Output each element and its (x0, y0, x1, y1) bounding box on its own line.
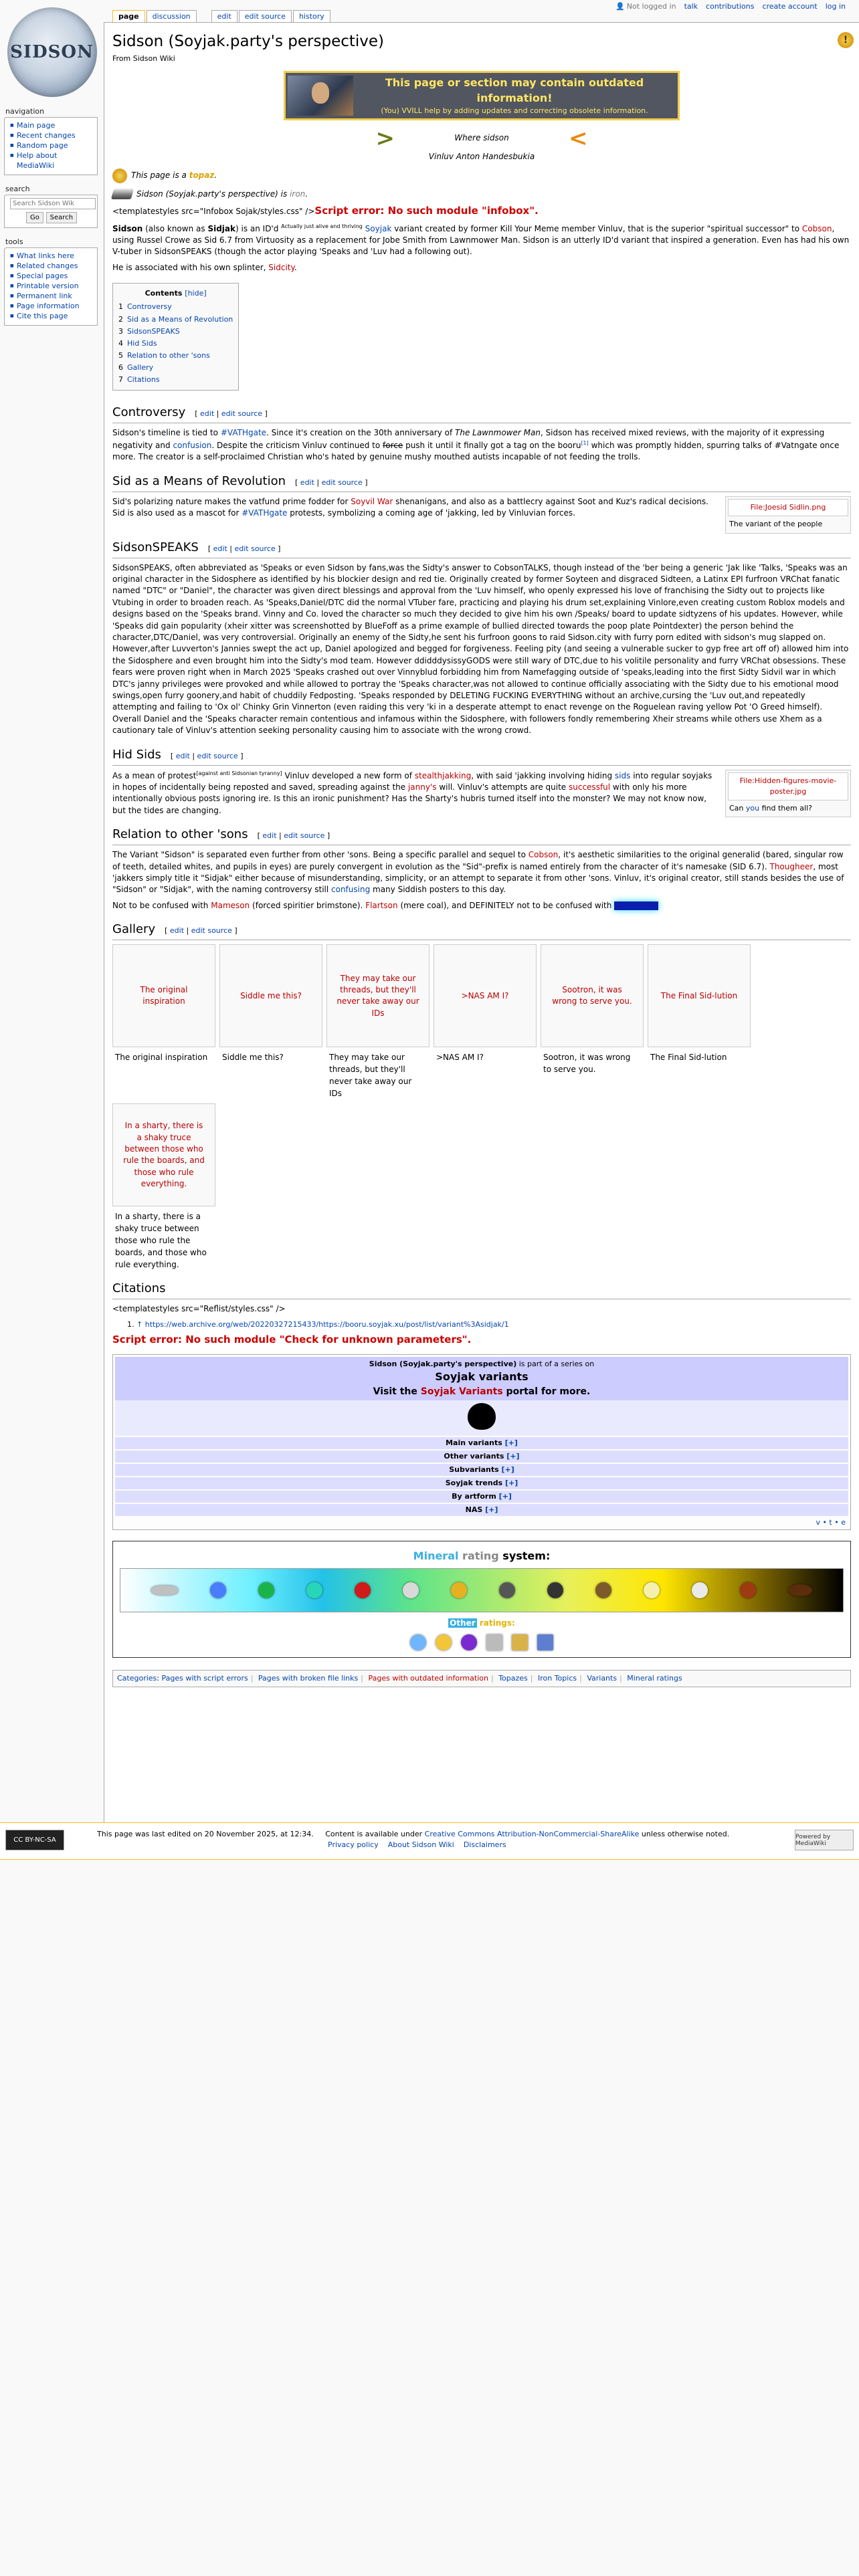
dirt-rating-icon[interactable] (788, 1584, 812, 1596)
topaz-icon (112, 169, 127, 183)
ref-external-link[interactable]: https://web.archive.org/web/20220327215433/https://booru.soyjak.xu/post/list/variant%3Asidjak/1 (145, 1319, 509, 1329)
toc-item-gallery[interactable]: 6 Gallery (118, 363, 154, 372)
sidebar-item-permanent-link[interactable]: ■ Permanent link (10, 291, 93, 301)
edit-source-link[interactable]: edit source (284, 831, 325, 841)
params-error: Script error: No such module "Check for unknown parameters". (112, 1333, 472, 1346)
trophy-rating-icon[interactable] (512, 1634, 528, 1650)
thougheer-link[interactable]: Thougheer (769, 861, 814, 871)
copper-rating-icon[interactable] (595, 1582, 611, 1598)
category-link[interactable]: Mineral ratings (627, 1674, 682, 1683)
diamond-rating-icon[interactable] (151, 1586, 178, 1595)
sidebar-item-page-information[interactable]: ■ Page information (10, 301, 93, 311)
main-content (104, 22, 859, 1828)
section-heading-relation: Relation to other 'sons [ edit | edit source ] (112, 826, 851, 845)
tab-page[interactable]: page (112, 10, 145, 23)
mameson-link[interactable]: Mameson (211, 900, 250, 910)
sidebar-item-random-page[interactable]: ■ Random page (10, 140, 93, 150)
gold-coin-rating-icon[interactable] (436, 1634, 452, 1650)
ruby-rating-icon[interactable] (355, 1582, 371, 1598)
create-account-link[interactable]: create account (762, 1, 818, 11)
gallery-item (541, 944, 644, 1099)
sidebar-item-recent-changes[interactable]: ■ Recent changes (10, 130, 93, 140)
gallery-broken-image[interactable]: Siddle me this? (219, 944, 322, 1047)
thumb-broken-file-link[interactable]: File:Joesid Sidlin.png (728, 499, 848, 516)
quote-close-mark: < (569, 125, 588, 152)
mineral-rating-box (112, 1541, 851, 1658)
edit-link[interactable]: edit (175, 751, 190, 760)
navbox-vte-links[interactable]: v • t • e (816, 1517, 846, 1527)
navbox-group-soyjak-trends[interactable]: Soyjak trends [+] (115, 1477, 848, 1489)
category-link[interactable]: Variants (587, 1674, 617, 1683)
navbox-group-main-variants[interactable]: Main variants [+] (115, 1437, 848, 1449)
topaz-link[interactable]: topaz (189, 170, 215, 180)
navbox-subtitle: Visit the Soyjak Variants portal for more. (373, 1386, 591, 1397)
mineral-rating-title: Mineral rating system: (413, 1549, 551, 1563)
search-portlet (4, 185, 98, 228)
mineral-rating-bar (120, 1568, 844, 1612)
category-link[interactable]: Pages with outdated information (368, 1674, 488, 1683)
not-logged-in: 👤 Not logged in (615, 1, 676, 11)
edit-link[interactable]: edit (213, 544, 227, 553)
quote-text: Where sidson (454, 133, 509, 143)
toc-item-hid-sids[interactable]: 4 Hid Sids (118, 338, 157, 348)
footer-places (328, 1840, 506, 1849)
privacy-policy-link[interactable]: Privacy policy (328, 1840, 379, 1849)
toc-hide-toggle[interactable]: [hide] (185, 289, 207, 298)
toc-item-relation[interactable]: 5 Relation to other 'sons (118, 350, 210, 360)
confusing-link[interactable]: confusing (331, 885, 371, 895)
gallery-broken-image[interactable]: Sootron, it was wrong to serve you. (541, 944, 644, 1047)
sidebar-item-special-pages[interactable]: ■ Special pages (10, 271, 93, 281)
category-link[interactable]: Topazes (498, 1674, 528, 1683)
citation-ref-1[interactable]: [1] (581, 439, 589, 446)
iron-link[interactable]: iron (290, 189, 306, 199)
search-input[interactable] (10, 198, 96, 209)
tab-history[interactable]: history (293, 10, 330, 23)
sidebar (0, 107, 102, 335)
sidcity-link[interactable]: Sidcity (268, 262, 294, 272)
toc-item-revolution[interactable]: 2 Sid as a Means of Revolution (118, 314, 233, 324)
ticket-rating-icon[interactable] (537, 1634, 553, 1650)
edit-source-link[interactable]: edit source (321, 477, 363, 487)
category-link[interactable]: Pages with script errors (161, 1674, 248, 1683)
section-heading-hid-sids: Hid Sids [ edit | edit source ] (112, 746, 851, 766)
page-tabs (112, 10, 330, 23)
log-in-link[interactable]: log in (825, 1, 846, 11)
topaz-indicator-icon[interactable]: ! (838, 32, 854, 48)
outdated-banner (284, 71, 680, 120)
soyvil-war-link[interactable]: Soyvil War (351, 496, 393, 506)
navbox-group-subvariants[interactable]: Subvariants [+] (115, 1464, 848, 1476)
edit-source-link[interactable]: edit source (221, 409, 263, 419)
navbox-title: Soyjak variants (435, 1370, 529, 1384)
iron-rating-icon[interactable] (499, 1582, 515, 1598)
section-heading-controversy: Controversy [ edit | edit source ] (112, 404, 851, 423)
relation-paragraph: The Variant "Sidson" is separated even further from other 'sons. Being a specific parallel and sequel to Cobson, it's aesthetic similarities to the original generalid (bared, singular row of teeth, detailed whites, and pupils in eyes) are purely convergent in evolution as the "Sid"-prefix is named entirely from the character of it's namesake (SID 6.7). Thougheer, most 'jakkers simply title it "Sidjak" either because of misunderstanding, simplicity, or an attempt to separate it from other 'sons. Vinluv, it's original creator, still stands besides the use of "Sidson" or "Sidjak", with the naming controversy still confusing many Siddish posters to this day. (112, 850, 844, 895)
page-title: Sidson (Soyjak.party's perspective) (112, 33, 385, 50)
cc-license-badge[interactable]: CC BY-NC-SA (5, 1830, 64, 1850)
infobox-error: <templatestyles src="Infobox Sojak/styles.css" />Script error: No such module "infobox". (112, 204, 539, 217)
reference-item: 1. ↑ https://web.archive.org/web/20220327215433/https://booru.soyjak.xu/post/list/variant%3Asidjak/1 (127, 1319, 509, 1329)
water-rating-icon[interactable] (410, 1634, 426, 1650)
go-button[interactable]: Go (26, 212, 43, 223)
banner-subtitle: (You) VVILL help by adding updates and correcting obsolete information. (381, 106, 648, 116)
navbox-group-by-artform[interactable]: By artform [+] (115, 1491, 848, 1503)
about-link[interactable]: About Sidson Wiki (387, 1840, 454, 1849)
contributions-link[interactable]: contributions (706, 1, 755, 11)
navbox-image (115, 1400, 848, 1436)
toc-item-sidsonspeaks[interactable]: 3 SidsonSPEAKS (118, 326, 180, 336)
sidebar-item-cite-this-page[interactable]: ■ Cite this page (10, 311, 93, 321)
category-link[interactable]: Iron Topics (537, 1674, 577, 1683)
gallery-caption: The original inspiration (115, 1053, 208, 1063)
gallery-item (112, 1103, 215, 1271)
last-edited-text: This page was last edited on 20 November 2025, at 12:34. (97, 1830, 314, 1838)
categories-label-link[interactable]: Categories (117, 1674, 157, 1683)
platinum-rating-icon[interactable] (486, 1634, 502, 1650)
section-heading-revolution: Sid as a Means of Revolution [ edit | edit source ] (112, 473, 851, 492)
footer-info: This page was last edited on 20 November 2025, at 12:34. Content is available under Creative Commons Attribution-NonCommercial-ShareAlike unless otherwise noted. (97, 1830, 730, 1838)
quote-box (112, 127, 851, 163)
gallery-caption: >NAS AM I? (436, 1053, 484, 1063)
banner-image (288, 76, 353, 116)
gallery-item (434, 944, 537, 1099)
successful-link[interactable]: successful (569, 782, 611, 792)
silver-rating-icon[interactable] (403, 1582, 419, 1598)
soyjak-variants-navbox (112, 1354, 851, 1531)
you-link[interactable]: you (745, 803, 760, 813)
edit-source-link[interactable]: edit source (191, 926, 232, 936)
search-heading: search (5, 185, 30, 193)
navbox-header: Sidson (Soyjak.party's perspective) is part of a series on Soyjak variants Visit the Soyjak Variants portal for more. (115, 1357, 848, 1400)
revolution-paragraph: Sid's polarizing nature makes the vatfund prime fodder for Soyvil War shenanigans, and also as a battlecry against Soot and Kuz's radical decisions. Sid is also used as a mascot for #VATHgate protests, symbolizing a coming age of 'jakking, led by Vinluvian forces. (112, 496, 708, 518)
jannys-link[interactable]: janny's (407, 782, 437, 792)
soyjak-variants-portal-link[interactable]: Soyjak Variants (420, 1386, 503, 1397)
gallery-caption: In a sharty, there is a shaky truce between those who rule the boards, and those who rule everything. (115, 1212, 207, 1270)
toc-title: Contents (145, 289, 183, 298)
edit-link[interactable]: edit (300, 477, 314, 487)
aquamarine-rating-icon[interactable] (306, 1582, 322, 1598)
vathgate-link[interactable]: #VATHgate (220, 428, 267, 438)
tools-portlet (4, 237, 98, 326)
edit-source-link[interactable]: edit source (234, 544, 276, 553)
not-confused-paragraph: Not to be confused with Mameson (forced spiritier brimstone). Flartson (mere coal), and DEFINITELY not to be confused with (112, 900, 851, 911)
iron-icon (111, 189, 134, 199)
logo-image: SIDSON (7, 7, 97, 97)
controversy-paragraph: Sidson's timeline is tied to #VATHgate. Since it's creation on the 30th anniversary of The Lawnmower Man, Sidson has received mixed reviews, with the majority of it expressing negativity and confusion. Despite the criticism Vinluv continued to force push it until it finally got a tag on the booru[1] which was promptly hidden, spurring talks of #Vatngate once more. The creator is a self-proclaimed Christian who's hated by genuine mushy mouthed autists incapable of not feeding the trolls. (112, 428, 840, 462)
intro-paragraph: Sidson (also known as Sidjak) is an ID'd $^{Actually just alive and thriving}$ Soyjak variant created by former Kill Your Meme member Vinluv, that is the superior "spiritual successor" to Cobson, using Russel Crowe as Sid 6.7 from Virtuosity as a replacement for Jobe Smith from Lawnmower Man. Sidson is an utterly ID'd variant that inspired a generation. Even has had his own V-tuber in SidsonSPEAKS (though the actor playing 'Speaks and 'Luv had a following out). (112, 223, 850, 257)
topaz-rating-icon[interactable] (451, 1582, 467, 1598)
site-logo[interactable] (0, 0, 104, 104)
gallery-broken-image[interactable]: >NAS AM I? (434, 944, 537, 1047)
topaz-notice: This page is a topaz. (112, 169, 851, 183)
edit-link[interactable]: edit (262, 831, 277, 841)
navigation-heading: navigation (5, 107, 45, 116)
gallery-caption: They may take our threads, but they'll never take away our IDs (329, 1053, 412, 1099)
splinter-paragraph: He is associated with his own splinter, Sidcity. (112, 262, 297, 272)
navbox-group-nas[interactable]: NAS [+] (115, 1504, 848, 1516)
cobson-link-2[interactable]: Cobson (528, 850, 559, 860)
gallery-caption: The Final Sid-lution (650, 1053, 727, 1063)
emerald-rating-icon[interactable] (258, 1582, 274, 1598)
user-icon: 👤 (615, 1, 625, 11)
section-heading-gallery: Gallery [ edit | edit source ] (112, 921, 851, 940)
site-subtitle: From Sidson Wiki (112, 53, 175, 63)
gallery (112, 944, 851, 1099)
cobson-link[interactable]: Cobson (801, 223, 832, 233)
hid-sids-paragraph: As a mean of protest[against anti Sidsonian tyranny] Vinluv developed a new form of stealthjakking, with said 'jakking involving hiding sids into regular soyjaks in hopes of incidentally being reposted and saved, spreading against the janny's will. Vinluv's attempts are quite successful with only his more intentionally obvious posts ignoring ire. Is this an ironic punishment? Has the Sharty's hubris turned itself into the monster? We may not know now, but the tides are changing. (112, 770, 712, 815)
other-ratings-row (120, 1634, 844, 1650)
gallery-broken-image[interactable]: The original inspiration (112, 944, 215, 1047)
thumb-broken-file-link[interactable]: File:Hidden-figures-movie-poster.jpg (728, 772, 848, 800)
banner-title: This page or section may contain outdated information! (385, 76, 644, 105)
gallery-caption: Siddle me this? (222, 1053, 284, 1063)
vathgate-link-2[interactable]: #VATHgate (242, 508, 288, 518)
edit-link[interactable]: edit (169, 926, 185, 936)
stealthjakking-link[interactable]: stealthjakking (414, 770, 472, 780)
sidebar-item-what-links-here[interactable]: ■ What links here (10, 251, 93, 261)
toc-item-controversy[interactable]: 1 Controversy (118, 302, 172, 312)
confusion-link[interactable]: confusion (173, 440, 212, 450)
navigation-portlet (4, 107, 98, 175)
tab-edit-source[interactable]: edit source (239, 10, 292, 23)
gallery-item (326, 944, 430, 1099)
quote-open-mark: > (375, 125, 395, 152)
toc-item-citations[interactable]: 7 Citations (118, 375, 160, 385)
search-button[interactable]: Search (46, 212, 77, 223)
talk-link[interactable]: talk (684, 1, 698, 11)
edit-source-link[interactable]: edit source (197, 751, 238, 760)
gallery-broken-image[interactable]: In a sharty, there is a shaky truce between those who rule the boards, and those who rule everything. (112, 1103, 215, 1206)
gallery-broken-image[interactable]: They may take our threads, but they'll never take away our IDs (326, 944, 430, 1047)
glowing-redacted-link[interactable] (614, 901, 658, 910)
flartson-link[interactable]: Flartson (365, 900, 398, 910)
tab-discussion[interactable]: discussion (147, 10, 197, 23)
sapphire-rating-icon[interactable] (210, 1582, 226, 1598)
sidebar-item-help[interactable]: ■ Help about MediaWiki (10, 150, 93, 171)
ref-backlink[interactable]: ↑ (136, 1319, 143, 1329)
tab-edit[interactable]: edit (211, 10, 237, 23)
thumb-caption: The variant of the people (729, 519, 823, 528)
brimstone-rating-icon[interactable] (740, 1582, 756, 1598)
sidsonspeaks-paragraph: SidsonSPEAKS, often abbreviated as 'Speaks or even Sidson by fans,was the Sidty's answer to CobsonTALKS, though instead of the 'ber being a generic 'Jak like 'Talks, 'Speaks was an original character in the Sidosphere as identified by his blockier design and red tie. Originally created by former Soyteen and disgraced Sidteen, a Latinx EPI furfroon VRChat fanatic named "DTC" or "Daniel", the character was given direct blessings and approval from the 'Luv himself, who openly expressed his love of franchising the Sidty out to projects like Vtubing in order to broaden reach. As 'Speaks,Daniel/DTC did the normal VTuber fare, practicing and playing his drum set,explaining Vinlore,even creating custom Roblox models and designs based on the 'Speaks brand. Vinny and Co. loved the character so much they decided to give him his own /Speaks/ board to update sidtyzens of his updates. However, while 'Speaks did gain popularity (xheir xitter was screenshotted by BlueFoff as a prime example of bullied directed towards the poop plate Pointdexter) the person behind the character,DTC/Daniel, was very controversial. Originally an enemy of the Sidty,he sent his furfroon goons to raid Sidson.city with furry porn edited with sidson's mug slapped on. However,after Luvverton's Jannies swept the act up, Daniel apologized and begged for forgiveness. Feeling pity (and seeing a vulnerable sucker to gyp free art off of) allowed him into the Sidosphere and even brought him into the Sidty's mod team. However ddidddysissyGODS were still wary of DTC,due to his volitile personality and furry VRChat obsessions. These fears were proven right when in March 2025 'Speaks crashed out over Vinnyblud forbidding him from Namefagging outside of 'speaks,leading into the first Sidty Sidvil war in which DTC's janny privileges were provoked and while allowed to portray the 'Speaks character,was not allowed to continue officially associating with the Sidty due to his emotional mood swings,open furry goonery,and habit of chuddily Fedposting. 'Speaks responded by DELETING FUCKING EVERYTHING without an archive,cursing the 'Luv out,and repeatedly attempting and failing to 'Ox ol' Chinky Grin Vinnerton (even raiding this very 'ki in a desperate attempt to enact revenge on the Roguelean raving yellow Pot 'O Greed himself). Overall Daniel and the 'Speaks character remain contentious and infamous within the Sidosphere, with followers fondly remembering Xheir streams while others use Xhem as a cautionary tale of Vinluv's attention seeking personality causing him to associate with the wrong crowd. (112, 562, 849, 736)
personal-tools (615, 0, 846, 12)
thumb-caption: Can you find them all? (729, 803, 812, 813)
navbox-group-other-variants[interactable]: Other variants [+] (115, 1451, 848, 1463)
powered-by-mediawiki-badge[interactable]: Powered by MediaWiki (795, 1830, 854, 1850)
gallery-item (648, 944, 751, 1099)
thumb-joesid (725, 496, 851, 534)
gallery-caption: Sootron, it was wrong to serve you. (543, 1053, 631, 1075)
sids-link[interactable]: sids (614, 770, 631, 780)
sidebar-item-related-changes[interactable]: ■ Related changes (10, 261, 93, 271)
tools-heading: tools (5, 237, 23, 246)
salt-rating-icon[interactable] (692, 1582, 708, 1598)
soyjak-link[interactable]: Soyjak (365, 223, 392, 233)
footer (0, 1822, 859, 1860)
sidebar-item-main-page[interactable]: ■ Main page (10, 120, 93, 130)
sidebar-item-printable-version[interactable]: ■ Printable version (10, 281, 93, 291)
quote-author: Vinluv Anton Handesbukia (428, 152, 535, 162)
quartz-rating-icon[interactable] (644, 1582, 660, 1598)
thumb-hidden-figures (725, 770, 851, 818)
amethyst-rating-icon[interactable] (461, 1634, 477, 1650)
gallery-broken-image[interactable]: The Final Sid-lution (648, 944, 751, 1047)
category-link[interactable]: Pages with broken file links (258, 1674, 359, 1683)
table-of-contents (112, 283, 239, 391)
section-heading-citations: Citations (112, 1280, 851, 1299)
reflist-code: <templatestyles src="Reflist/styles.css" /> (112, 1304, 286, 1314)
gallery-item (219, 944, 322, 1099)
coal-rating-icon[interactable] (547, 1582, 563, 1598)
other-ratings-label: Other ratings: (450, 1618, 515, 1628)
gallery-row-2 (112, 1103, 851, 1271)
disclaimers-link[interactable]: Disclaimers (463, 1840, 506, 1849)
category-links: Categories: Pages with script errors | Pages with broken file links | Pages with outdated information | Topazes | Iron Topics | Variants | Mineral ratings (112, 1670, 851, 1687)
section-heading-sidsonspeaks: SidsonSPEAKS [ edit | edit source ] (112, 539, 851, 558)
iron-notice: Sidson (Soyjak.party's perspective) is iron. (112, 189, 851, 200)
edit-link[interactable]: edit (200, 409, 215, 419)
sidson-silhouette-icon (468, 1403, 496, 1430)
license-link[interactable]: Creative Commons Attribution-NonCommercial-ShareAlike (424, 1830, 640, 1838)
gallery-item (112, 944, 215, 1099)
